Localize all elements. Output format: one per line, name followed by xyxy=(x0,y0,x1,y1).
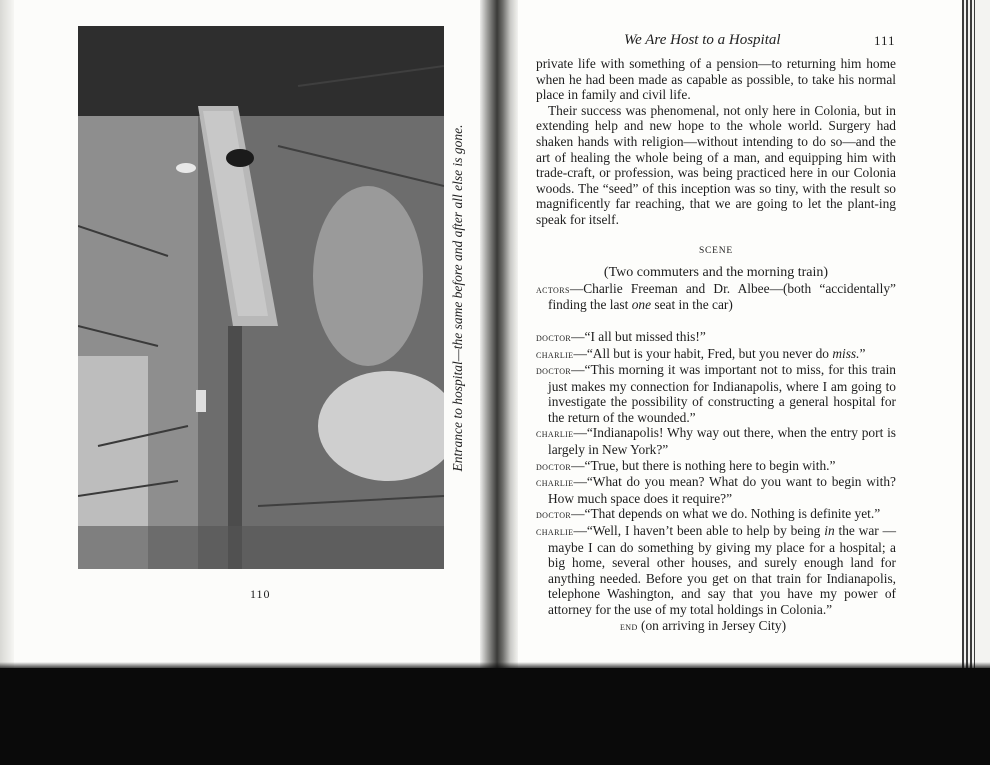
line-text: —“What do you mean? What do you want to begin with? How much space does it require?” xyxy=(548,474,896,506)
dialogue-line xyxy=(536,425,896,457)
photo-caption-area xyxy=(446,26,470,569)
running-head: We Are Host to a Hospital xyxy=(624,32,781,48)
speaker: doctor xyxy=(536,363,572,378)
line-text: —“All but is your habit, Fred, but you never do xyxy=(573,345,833,361)
line-text: —“This morning it was important not to miss, for this train just makes my connection for Indianapolis, where I am going to investigate the possibility of constructing a general hospital for the return of the wounded.” xyxy=(548,362,896,425)
photo-caption: Entrance to hospital—the same before and after all else is gone. xyxy=(450,123,465,472)
line-text: —“I all but missed this!” xyxy=(571,328,706,344)
paragraph-1: private life with something of a pension—to returning him home when he had been made as capable as possible, to take his normal place in family and civil life. xyxy=(536,56,896,103)
dialogue-line xyxy=(536,506,896,523)
book-gutter xyxy=(480,0,518,668)
speaker: charlie xyxy=(536,346,574,361)
page-edge-shadow xyxy=(0,0,14,668)
actors-text-after: seat in the car) xyxy=(651,297,733,313)
speaker: doctor xyxy=(536,458,572,473)
dialogue-line xyxy=(536,523,896,618)
line-italic: miss. xyxy=(832,345,860,361)
line-italic: in xyxy=(824,523,835,539)
dialogue-line xyxy=(536,362,896,425)
end-line xyxy=(536,618,896,635)
actors-italic: one xyxy=(631,297,652,313)
dialogue-line xyxy=(536,346,896,363)
actors-text: —Charlie Freeman and Dr. Albee—(both “accidentally” finding the last xyxy=(548,280,896,313)
dialogue xyxy=(536,329,896,634)
speaker: doctor xyxy=(536,507,572,522)
scene-label: SCENE xyxy=(698,245,734,256)
speaker: charlie xyxy=(536,475,574,490)
line-text-after: ” xyxy=(859,345,866,361)
dialogue-line xyxy=(536,458,896,475)
line-text: —“Indianapolis! Why way out there, when the entry port is largely in New York?” xyxy=(548,425,896,458)
line-text: —“True, but there is nothing here to begin with.” xyxy=(571,457,836,473)
end-label: end xyxy=(620,618,638,633)
actors-line xyxy=(536,281,896,313)
line-text: —“That depends on what we do. Nothing is definite yet.” xyxy=(571,506,881,522)
line-text: —“Well, I haven’t been able to help by being xyxy=(573,523,825,539)
scan-bottom-border xyxy=(0,668,990,765)
end-text: (on arriving in Jersey City) xyxy=(637,617,787,633)
line-text-after: the war —maybe I can do something by giving my place for a hospital; a big home, several other houses, and surely enough land for anything needed. Before you get on that train for Indianapolis, telephone Washington, and say that you have my power of attorney for the use of my total holdings in Colonia.” xyxy=(548,523,896,617)
right-page-body xyxy=(536,56,896,634)
speaker: doctor xyxy=(536,329,572,344)
speaker: charlie xyxy=(536,524,574,539)
page-stack-fade xyxy=(975,0,990,668)
actors-label: actors xyxy=(536,281,570,296)
paragraph-2: Their success was phenomenal, not only here in Colonia, but in extending help and new hope to the whole world. Surgery had shaken hands with religion—without intending to do so—and the art of healing the whole being of a man, and equipping him with trade-craft, or profession, was being practiced here in our Colonia woods. The “seed” of this inception was so tiny, with the result so magnificently far reaching, that we are going to let the plant-ing speak for itself. xyxy=(536,102,896,227)
page-number-left: 110 xyxy=(250,587,271,601)
dialogue-line xyxy=(536,474,896,506)
speaker: charlie xyxy=(536,426,574,441)
scene-subtitle: (Two commuters and the morning train) xyxy=(603,265,829,281)
page-number-right: 111 xyxy=(874,33,896,48)
hospital-entrance-photo xyxy=(78,26,444,569)
dialogue-line xyxy=(536,329,896,346)
